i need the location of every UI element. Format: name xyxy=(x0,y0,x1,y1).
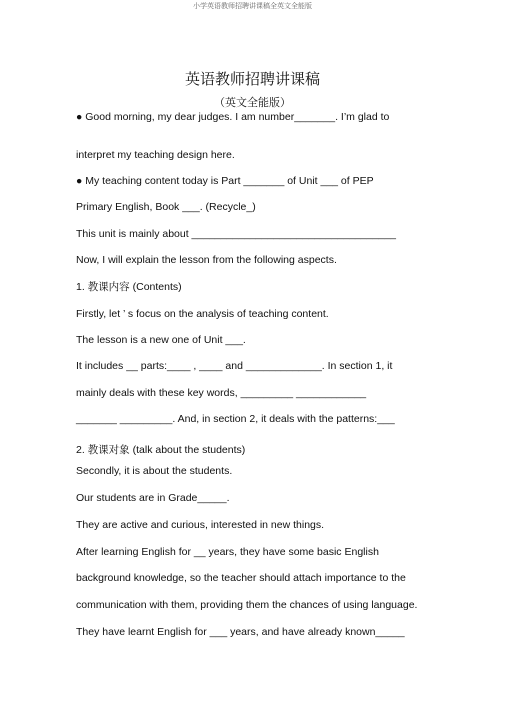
paragraph-line: background knowledge, so the teacher should attach importance to the xyxy=(76,572,406,584)
section-number: 1. xyxy=(76,281,85,293)
paragraph-line: They are active and curious, interested in new things. xyxy=(76,519,325,531)
paragraph-line: mainly deals with these key words, _________ ____________ xyxy=(76,387,367,399)
paragraph-line: They have learnt English for ___ years, and have already known_____ xyxy=(76,626,405,638)
paragraph-line: Secondly, it is about the students. xyxy=(76,465,233,477)
document-title: 英语教师招聘讲课稿 xyxy=(184,70,320,88)
section-title-en: (Contents) xyxy=(132,281,182,293)
paragraph-line: _______ _________. And, in section 2, it deals with the patterns:___ xyxy=(76,413,395,425)
paragraph-line: After learning English for __ years, they have some basic English xyxy=(76,546,379,558)
section-heading-students xyxy=(76,444,436,457)
paragraph-line: interpret my teaching design here. xyxy=(76,149,235,161)
running-header: 小学英语教师招聘讲课稿全英文全能版 xyxy=(193,2,312,10)
section-number: 2. xyxy=(76,444,85,456)
section-title-en: (talk about the students) xyxy=(132,444,246,456)
paragraph-line: The lesson is a new one of Unit ___. xyxy=(76,334,246,346)
bullet-paragraph-greeting: ● Good morning, my dear judges. I am number_______. I’m glad to xyxy=(76,111,390,123)
paragraph-line: Primary English, Book ___. (Recycle_) xyxy=(76,201,256,213)
paragraph-line: communication with them, providing them the chances of using language. xyxy=(76,599,418,611)
bullet-paragraph-content: ● My teaching content today is Part _______ of Unit ___ of PEP xyxy=(76,175,374,187)
section-title-cn: 教课对象 xyxy=(87,444,130,456)
section-title-cn: 教课内容 xyxy=(87,281,130,293)
paragraph-line: It includes __ parts:____ , ____ and _____________. In section 1, it xyxy=(76,360,393,372)
document-subtitle: （英文全能版） xyxy=(214,96,291,109)
paragraph-line: This unit is mainly about ___________________________________ xyxy=(76,228,396,240)
section-heading-contents xyxy=(76,281,436,294)
paragraph-line: Now, I will explain the lesson from the following aspects. xyxy=(76,254,337,266)
paragraph-line: Our students are in Grade_____. xyxy=(76,492,230,504)
paragraph-line: Firstly, let ’ s focus on the analysis of teaching content. xyxy=(76,308,329,320)
